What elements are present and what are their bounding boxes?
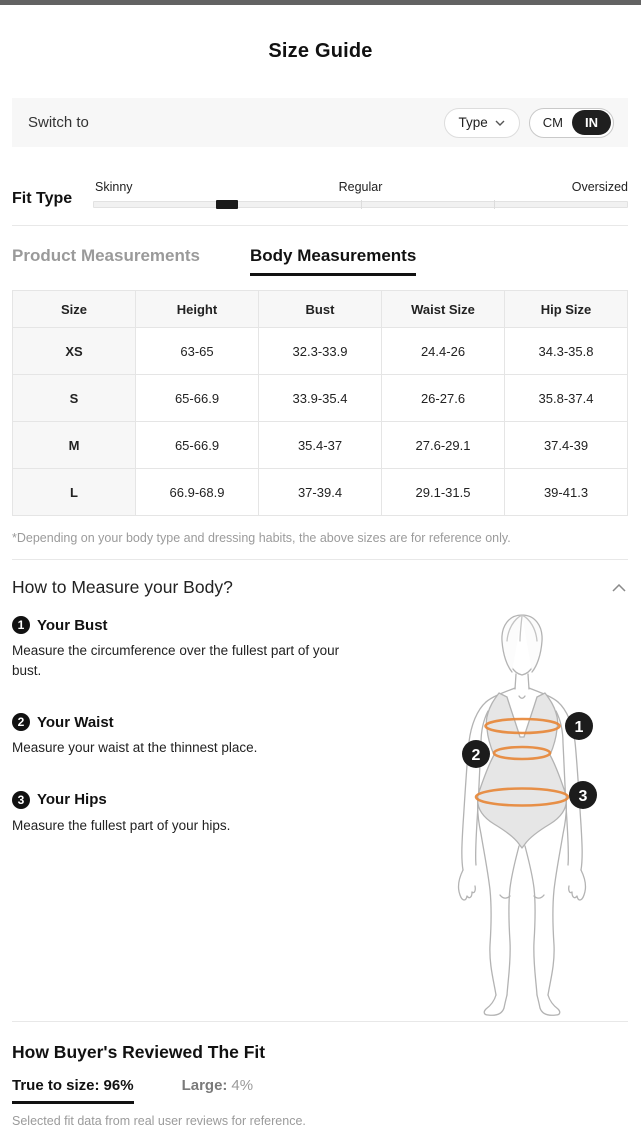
size-cell: S [13, 375, 136, 422]
tab-body-measurements[interactable]: Body Measurements [250, 246, 416, 276]
body-figure-illustration [450, 610, 620, 1020]
number-badge-icon: 2 [12, 713, 30, 731]
size-cell: M [13, 422, 136, 469]
badge-2-icon: 2 [471, 747, 481, 764]
slider-tick [494, 200, 495, 209]
badge-3-icon: 3 [578, 788, 588, 805]
table-cell: 24.4-26 [382, 328, 505, 375]
badge-1-icon: 1 [574, 719, 584, 736]
table-cell: 35.4-37 [259, 422, 382, 469]
col-header-size: Size [13, 291, 136, 328]
number-badge-icon: 1 [12, 616, 30, 634]
fit-type-slider-handle[interactable] [216, 200, 238, 209]
unit-toggle[interactable] [529, 108, 614, 138]
size-disclaimer: *Depending on your body type and dressing habits, the above sizes are for reference only. [12, 531, 511, 545]
table-cell: 32.3-33.9 [259, 328, 382, 375]
table-cell: 39-41.3 [505, 469, 628, 516]
body-measurement-figure [450, 610, 620, 1020]
stat-true-to-size [12, 1077, 134, 1104]
how-to-measure-header[interactable] [12, 559, 628, 610]
measure-item-description: Measure the fullest part of your hips. [12, 817, 231, 833]
fit-review-section [12, 1021, 628, 1128]
unit-option-cm[interactable]: CM [542, 115, 563, 130]
table-cell: 66.9-68.9 [136, 469, 259, 516]
fit-type-slider [93, 180, 628, 208]
size-cell: XS [13, 328, 136, 375]
stat-label: Large: [181, 1077, 228, 1094]
measurement-tabs [12, 246, 628, 276]
fit-type-options [93, 180, 628, 197]
measure-item-description: Measure the circumference over the fullest part of your bust. [12, 643, 340, 678]
fit-option-oversized: Oversized [571, 180, 628, 194]
measure-item-title: Your Hips [37, 791, 107, 809]
measure-item-description: Measure your waist at the thinnest place. [12, 740, 258, 756]
table-cell: 65-66.9 [136, 375, 259, 422]
table-row-l [13, 469, 628, 516]
size-table-header-row [13, 291, 628, 328]
table-cell: 63-65 [136, 328, 259, 375]
fit-option-skinny: Skinny [95, 180, 133, 194]
fit-type-slider-track[interactable] [93, 201, 628, 208]
unit-option-in-selected[interactable]: IN [572, 110, 611, 135]
switch-controls [444, 108, 615, 138]
stat-label: True to size: [12, 1077, 100, 1094]
type-dropdown-label: Type [458, 115, 488, 130]
fit-option-regular: Regular [338, 180, 383, 194]
fit-type-section [12, 180, 628, 208]
table-cell: 33.9-35.4 [259, 375, 382, 422]
measure-item-hips [12, 791, 352, 836]
stat-large [182, 1077, 254, 1094]
fit-type-label: Fit Type [12, 190, 73, 207]
measure-item-title: Your Bust [37, 616, 108, 634]
size-table [12, 290, 628, 516]
table-row-xs [13, 328, 628, 375]
chevron-down-icon [495, 120, 505, 126]
table-cell: 65-66.9 [136, 422, 259, 469]
fit-review-note: Selected fit data from real user reviews for reference. [12, 1114, 306, 1128]
table-cell: 29.1-31.5 [382, 469, 505, 516]
table-cell: 35.8-37.4 [505, 375, 628, 422]
table-cell: 26-27.6 [382, 375, 505, 422]
switch-to-label: Switch to [28, 114, 89, 131]
col-header-height: Height [136, 291, 259, 328]
measure-item-bust [12, 616, 352, 680]
measure-item-waist [12, 713, 352, 758]
col-header-hip: Hip Size [505, 291, 628, 328]
switch-bar [12, 98, 628, 147]
number-badge-icon: 3 [12, 791, 30, 809]
divider [12, 225, 628, 226]
table-cell: 34.3-35.8 [505, 328, 628, 375]
fit-review-title: How Buyer's Reviewed The Fit [12, 1042, 266, 1062]
how-to-measure-body [12, 610, 628, 1021]
size-cell: L [13, 469, 136, 516]
type-dropdown-button[interactable] [444, 108, 520, 138]
col-header-waist: Waist Size [382, 291, 505, 328]
stat-value: 96% [103, 1077, 134, 1094]
how-to-measure-title: How to Measure your Body? [12, 577, 233, 597]
tab-product-measurements[interactable]: Product Measurements [12, 246, 200, 265]
fit-review-stats [12, 1077, 628, 1104]
table-row-m [13, 422, 628, 469]
top-bar [0, 0, 641, 5]
table-cell: 27.6-29.1 [382, 422, 505, 469]
page-title: Size Guide [268, 40, 373, 62]
table-row-s [13, 375, 628, 422]
table-cell: 37.4-39 [505, 422, 628, 469]
measure-instructions [12, 610, 352, 835]
slider-tick [361, 200, 362, 209]
stat-value: 4% [231, 1077, 254, 1094]
table-cell: 37-39.4 [259, 469, 382, 516]
chevron-up-icon [612, 584, 626, 592]
col-header-bust: Bust [259, 291, 382, 328]
measure-item-title: Your Waist [37, 713, 114, 731]
